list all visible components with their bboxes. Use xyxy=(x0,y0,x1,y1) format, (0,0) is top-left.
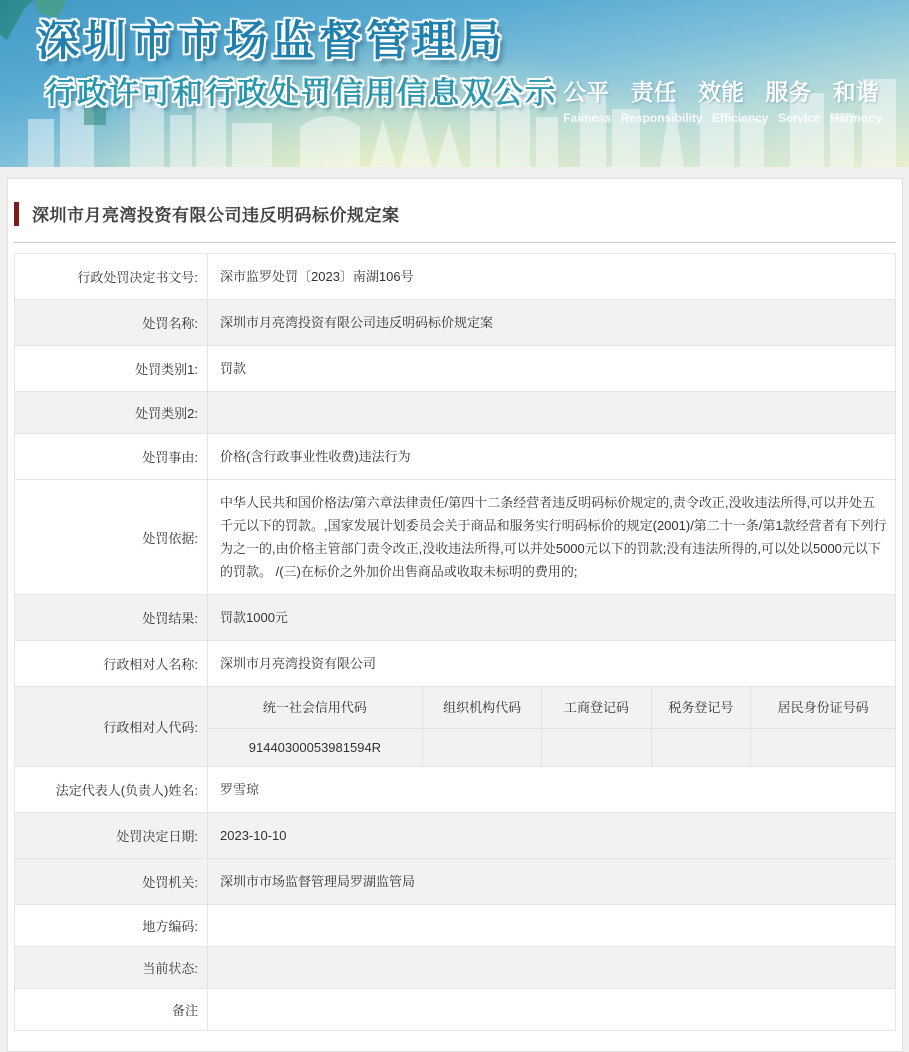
table-row xyxy=(15,434,896,480)
row-value: 深圳市月亮湾投资有限公司违反明码标价规定案 xyxy=(208,300,896,346)
row-label: 行政相对人代码: xyxy=(15,687,208,767)
row-label: 处罚类别2: xyxy=(15,392,208,434)
row-value: 罚款1000元 xyxy=(208,595,896,641)
site-title: 深圳市市场监督管理局 xyxy=(37,17,508,64)
code-column-value xyxy=(751,728,895,766)
row-label: 处罚事由: xyxy=(15,434,208,480)
row-value: 深市监罗处罚〔2023〕南湖106号 xyxy=(208,254,896,300)
row-value: 价格(含行政事业性收费)违法行为 xyxy=(208,434,896,480)
code-column-value xyxy=(542,728,651,766)
row-label: 处罚类别1: xyxy=(15,346,208,392)
code-table-header-row xyxy=(208,687,895,728)
content-panel xyxy=(7,178,903,1052)
table-row xyxy=(15,813,896,859)
table-row xyxy=(15,767,896,813)
row-label: 处罚结果: xyxy=(15,595,208,641)
row-value: 罚款 xyxy=(208,346,896,392)
row-value: 2023-10-10 xyxy=(208,813,896,859)
row-value: 中华人民共和国价格法/第六章法律责任/第四十二条经营者违反明码标价规定的,责令改正,没收违法所得,可以并处五千元以下的罚款。,国家发展计划委员会关于商品和服务实行明码标价的规定(2001)/第二十一条/第1款经营者有下列行为之一的,由价格主管部门责令改正,没收违法所得,可以并处5000元以下的罚款;没有违法所得的,可以处以5000元以下的罚款。 /(三)在标价之外加价出售商品或收取未标明的费用的; xyxy=(208,480,896,595)
code-column-header: 工商登记码 xyxy=(542,687,651,728)
motto-english: Faimess Responsibility Efficiency Service Harmony xyxy=(563,111,882,125)
row-value xyxy=(208,947,896,989)
table-row xyxy=(15,254,896,300)
row-label: 处罚依据: xyxy=(15,480,208,595)
motto-chinese: 公平 责任 效能 服务 和谐 xyxy=(563,79,879,105)
table-row xyxy=(15,947,896,989)
code-column-header: 统一社会信用代码 xyxy=(208,687,422,728)
row-value: 深圳市市场监督管理局罗湖监管局 xyxy=(208,859,896,905)
row-label: 处罚名称: xyxy=(15,300,208,346)
code-column-value: 91440300053981594R xyxy=(208,728,422,766)
table-row xyxy=(15,687,896,767)
code-column-value xyxy=(422,728,542,766)
table-row xyxy=(15,641,896,687)
code-column-header: 税务登记号 xyxy=(651,687,751,728)
table-row xyxy=(15,989,896,1031)
row-value: 深圳市月亮湾投资有限公司 xyxy=(208,641,896,687)
page-title: 深圳市月亮湾投资有限公司违反明码标价规定案 xyxy=(32,206,400,225)
title-accent-bar xyxy=(14,202,19,226)
code-table-value-row xyxy=(208,728,895,766)
site-subtitle: 行政许可和行政处罚信用信息双公示 xyxy=(45,77,557,110)
site-banner xyxy=(0,0,909,167)
row-label: 处罚机关: xyxy=(15,859,208,905)
code-column-header: 组织机构代码 xyxy=(422,687,542,728)
row-label: 行政处罚决定书文号: xyxy=(15,254,208,300)
row-value-code-table xyxy=(208,687,896,767)
row-value xyxy=(208,392,896,434)
row-label: 当前状态: xyxy=(15,947,208,989)
banner-motto xyxy=(563,74,882,125)
table-row xyxy=(15,859,896,905)
row-label: 地方编码: xyxy=(15,905,208,947)
row-value xyxy=(208,905,896,947)
row-value xyxy=(208,989,896,1031)
table-row xyxy=(15,392,896,434)
page-title-row xyxy=(14,201,896,226)
table-row xyxy=(15,300,896,346)
code-column-value xyxy=(651,728,751,766)
row-value: 罗雪琼 xyxy=(208,767,896,813)
penalty-table-body xyxy=(15,254,896,1031)
row-label: 行政相对人名称: xyxy=(15,641,208,687)
penalty-detail-table xyxy=(14,253,896,1031)
table-row xyxy=(15,346,896,392)
table-row xyxy=(15,595,896,641)
relative-person-code-table xyxy=(208,687,895,766)
row-label: 备注 xyxy=(15,989,208,1031)
row-label: 法定代表人(负责人)姓名: xyxy=(15,767,208,813)
table-row xyxy=(15,905,896,947)
row-label: 处罚决定日期: xyxy=(15,813,208,859)
table-row xyxy=(15,480,896,595)
title-divider xyxy=(14,242,896,243)
code-column-header: 居民身份证号码 xyxy=(751,687,895,728)
